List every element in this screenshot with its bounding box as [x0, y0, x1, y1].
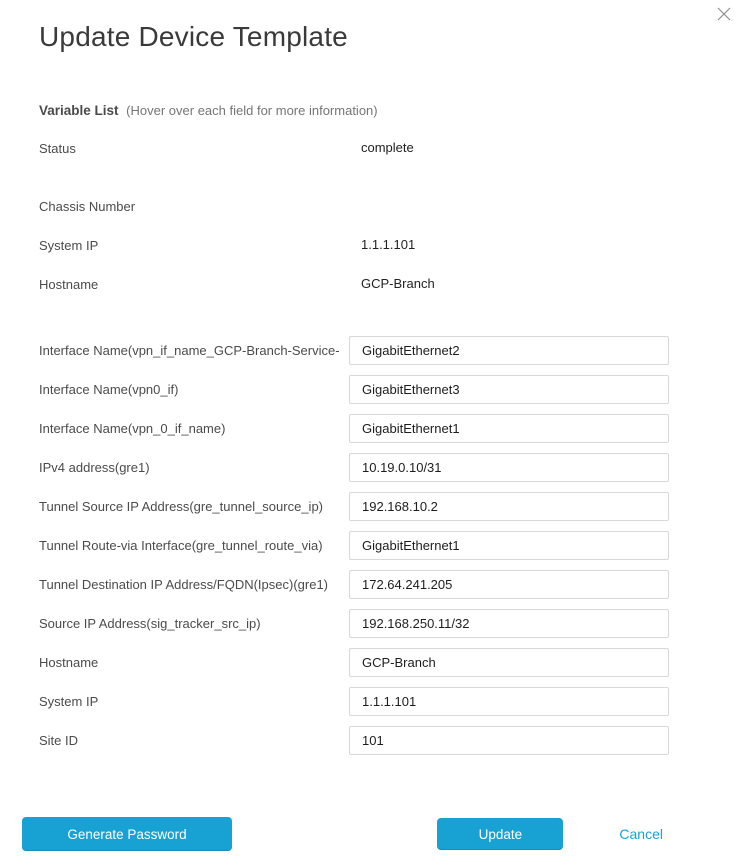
- static-variable-rows: [39, 140, 669, 315]
- variable-input[interactable]: [349, 531, 669, 560]
- variable-input[interactable]: [349, 648, 669, 677]
- variable-input[interactable]: [349, 687, 669, 716]
- table-row: [39, 336, 669, 365]
- variable-label: Hostname: [39, 654, 99, 670]
- variable-list-heading-note: (Hover over each field for more information): [126, 103, 378, 118]
- table-row: [39, 492, 669, 521]
- variable-input[interactable]: [349, 726, 669, 755]
- variable-label: Hostname: [39, 277, 99, 292]
- variable-label: Interface Name(vpn_if_name_GCP-Branch-Service-: [39, 342, 340, 358]
- modal-footer: [22, 817, 663, 851]
- variable-list-heading-text: Variable List: [39, 103, 119, 118]
- variable-label: Interface Name(vpn0_if): [39, 381, 179, 397]
- table-row: [39, 198, 669, 237]
- variable-label: System IP: [39, 238, 99, 253]
- generate-password-button[interactable]: Generate Password: [22, 817, 232, 851]
- variable-label: Tunnel Source IP Address(gre_tunnel_source_ip): [39, 498, 324, 514]
- table-row: [39, 375, 669, 404]
- variable-list-heading: [39, 103, 713, 119]
- table-row: [39, 726, 669, 755]
- table-row: [39, 687, 669, 716]
- table-row: [39, 570, 669, 599]
- variable-label: Site ID: [39, 732, 79, 748]
- table-row: [39, 414, 669, 443]
- variable-input[interactable]: [349, 414, 669, 443]
- table-row: [39, 648, 669, 677]
- variable-input[interactable]: [349, 375, 669, 404]
- variable-input[interactable]: [349, 336, 669, 365]
- variable-label: Tunnel Destination IP Address/FQDN(Ipsec)(gre1): [39, 576, 329, 592]
- page-title: Update Device Template: [39, 21, 348, 52]
- table-row: [39, 276, 669, 315]
- variable-label: Chassis Number: [39, 199, 136, 214]
- table-row: [39, 237, 669, 276]
- editable-variable-rows: [39, 336, 669, 755]
- variable-input[interactable]: [349, 609, 669, 638]
- table-row: [39, 609, 669, 638]
- variable-label: IPv4 address(gre1): [39, 459, 150, 475]
- variable-input[interactable]: [349, 492, 669, 521]
- variable-label: Status: [39, 141, 76, 156]
- variable-label: System IP: [39, 693, 99, 709]
- cancel-link[interactable]: Cancel: [619, 826, 663, 842]
- update-button[interactable]: Update: [437, 818, 563, 850]
- variable-value: 1.1.1.101: [361, 237, 416, 252]
- table-row: [39, 453, 669, 482]
- table-row: [39, 531, 669, 560]
- variable-value: complete: [361, 140, 414, 155]
- close-icon[interactable]: [716, 6, 732, 22]
- variable-input[interactable]: [349, 570, 669, 599]
- variable-label: Interface Name(vpn_0_if_name): [39, 420, 226, 436]
- variable-value: GCP-Branch: [361, 276, 435, 291]
- table-row: [39, 140, 669, 179]
- variable-input[interactable]: [349, 453, 669, 482]
- variable-label: Source IP Address(sig_tracker_src_ip): [39, 615, 261, 631]
- variable-label: Tunnel Route-via Interface(gre_tunnel_route_via): [39, 537, 323, 553]
